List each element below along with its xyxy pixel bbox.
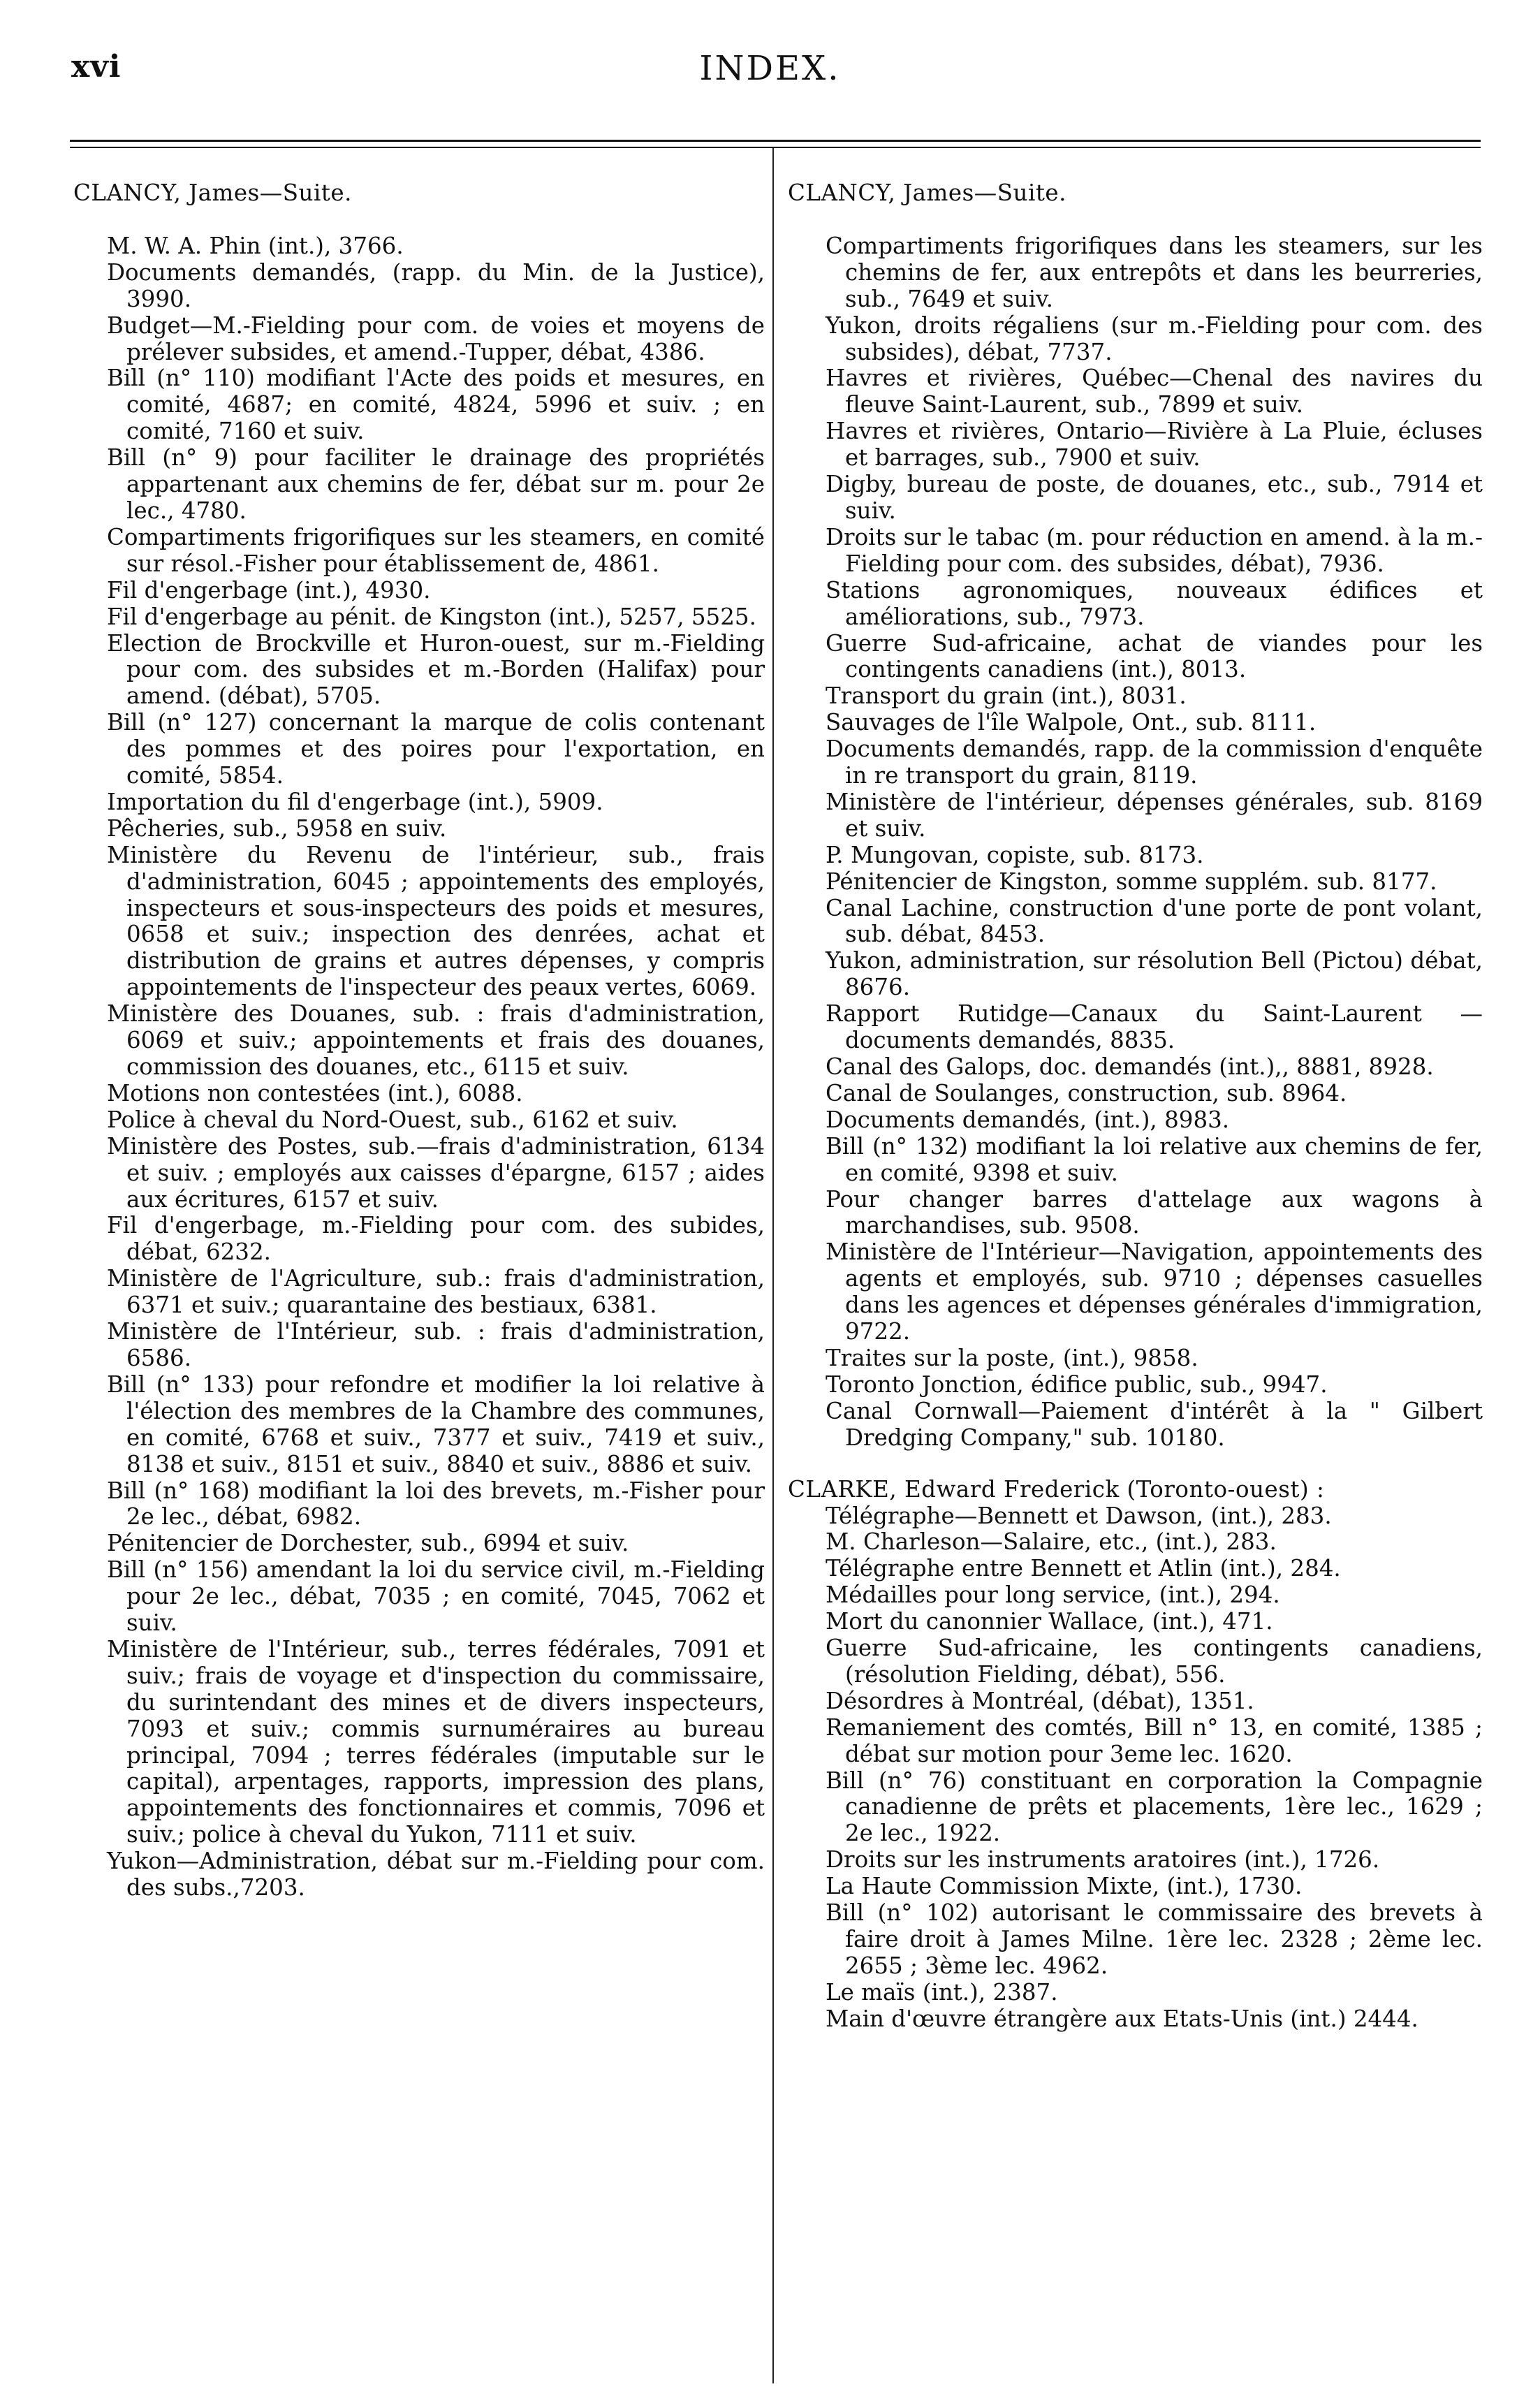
index-entry: Guerre Sud-africaine, achat de viandes pour les contingents canadiens (int.), 8013. <box>826 629 1483 683</box>
index-entry: Havres et rivières, Québec—Chenal des navires du fleuve Saint-Laurent, sub., 7899 et suiv. <box>826 365 1483 418</box>
index-entry: Digby, bureau de poste, de douanes, etc., sub., 7914 et suiv. <box>826 471 1483 524</box>
index-entry: Rapport Rutidge—Canaux du Saint-Laurent —documents demandés, 8835. <box>826 1000 1483 1054</box>
index-entry: Bill (n° 76) constituant en corporation la Compagnie canadienne de prêts et placements, 1ère lec., 1629 ; 2e lec., 1922. <box>826 1767 1483 1847</box>
index-entry: Remaniement des comtés, Bill n° 13, en comité, 1385 ; débat sur motion pour 3eme lec. 1620. <box>826 1714 1483 1767</box>
index-entry: Mort du canonnier Wallace, (int.), 471. <box>826 1608 1273 1635</box>
right-column <box>788 180 1483 2033</box>
index-entry: Bill (n° 133) pour refondre et modifier la loi relative à l'élection des membres de la Chambre des communes, en comité, 6768 et suiv., 7377 et suiv., 7419 et suiv., 8138 et suiv., 8151 et suiv., 8840 et suiv., 8886 et suiv. <box>107 1371 765 1477</box>
index-entry: Bill (n° 9) pour faciliter le drainage des propriétés appartenant aux chemins de fer, débat sur m. pour 2e lec., 4780. <box>107 444 765 524</box>
header-rule-top <box>70 140 1481 142</box>
index-entry: Documents demandés, (rapp. du Min. de la Justice), 3990. <box>107 258 765 312</box>
index-entry: Canal de Soulanges, construction, sub. 8964. <box>826 1079 1347 1106</box>
index-entry: Motions non contestées (int.), 6088. <box>107 1079 523 1106</box>
page-number: xvi <box>71 49 122 85</box>
name-heading: CLANCY, James—Suite. <box>788 180 1067 206</box>
index-entry: Pêcheries, sub., 5958 en suiv. <box>107 815 447 842</box>
index-entry: Ministère de l'intérieur, dépenses générales, sub. 8169 et suiv. <box>826 788 1483 842</box>
index-entry: Documents demandés, rapp. de la commission d'enquête in re transport du grain, 8119. <box>826 736 1483 789</box>
index-entry: Canal des Galops, doc. demandés (int.),, 8881, 8928. <box>826 1053 1434 1080</box>
column-divider <box>772 148 774 2383</box>
index-entry: Ministère de l'Intérieur, sub. : frais d'administration, 6586. <box>107 1318 765 1371</box>
index-entry: Documents demandés, (int.), 8983. <box>826 1106 1230 1133</box>
index-entry: Pénitencier de Dorchester, sub., 6994 et suiv. <box>107 1530 629 1557</box>
index-entry: Télégraphe entre Bennett et Atlin (int.), 284. <box>826 1555 1341 1582</box>
index-entry: Le maïs (int.), 2387. <box>826 1978 1058 2006</box>
index-entry: Fil d'engerbage au pénit. de Kingston (int.), 5257, 5525. <box>107 603 756 630</box>
index-entry: Canal Cornwall—Paiement d'intérêt à la " Gilbert Dredging Company," sub. 10180. <box>826 1397 1483 1451</box>
index-entry: Sauvages de l'île Walpole, Ont., sub. 8111. <box>826 709 1317 736</box>
index-entry: Ministère de l'Intérieur—Navigation, appointements des agents et employés, sub. 9710 ; dépenses casuelles dans les agences et dépenses générales d'immigration, 9722. <box>826 1239 1483 1345</box>
entry-list <box>73 233 765 1901</box>
index-entry: Pénitencier de Kingston, somme supplém. sub. 8177. <box>826 868 1437 895</box>
index-entry: Bill (n° 110) modifiant l'Acte des poids et mesures, en comité, 4687; en comité, 4824, 5996 et suiv. ; en comité, 7160 et suiv. <box>107 365 765 445</box>
index-entry: Ministère des Douanes, sub. : frais d'administration, 6069 et suiv.; appointements et frais des douanes, commission des douanes, etc., 6115 et suiv. <box>107 1000 765 1080</box>
index-entry: Canal Lachine, construction d'une porte de pont volant, sub. débat, 8453. <box>826 894 1483 948</box>
index-entry: Yukon, administration, sur résolution Bell (Pictou) débat, 8676. <box>826 947 1483 1001</box>
index-entry: Toronto Jonction, édifice public, sub., 9947. <box>826 1371 1328 1398</box>
index-entry: Droits sur le tabac (m. pour réduction en amend. à la m.-Fielding pour com. des subsides, débat), 7936. <box>826 523 1483 577</box>
index-entry: Compartiments frigorifiques dans les steamers, sur les chemins de fer, aux entrepôts et dans les beurreries, sub., 7649 et suiv. <box>826 232 1483 312</box>
index-entry: Ministère du Revenu de l'intérieur, sub., frais d'administration, 6045 ; appointements des employés, inspecteurs et sous-inspecteurs des poids et mesures, 0658 et suiv.; inspection des denrées, achat et distribution de grains et autres dépenses, y compris appointements de l'inspecteur des peaux vertes, 6069. <box>107 841 765 1001</box>
index-entry: Transport du grain (int.), 8031. <box>826 682 1187 710</box>
index-entry: Stations agronomiques, nouveaux édifices et améliorations, sub., 7973. <box>826 576 1483 630</box>
index-entry: M. Charleson—Salaire, etc., (int.), 283. <box>826 1528 1277 1556</box>
index-entry: Bill (n° 168) modifiant la loi des brevets, m.-Fisher pour 2e lec., débat, 6982. <box>107 1477 765 1531</box>
index-entry: Havres et rivières, Ontario—Rivière à La Pluie, écluses et barrages, sub., 7900 et suiv. <box>826 418 1483 472</box>
index-entry: Yukon—Administration, débat sur m.-Fielding pour com. des subs.,7203. <box>107 1848 765 1901</box>
index-entry: La Haute Commission Mixte, (int.), 1730. <box>826 1873 1303 1900</box>
name-heading: CLANCY, James—Suite. <box>73 180 353 206</box>
index-entry: Compartiments frigorifiques sur les steamers, en comité sur résol.-Fisher pour établissement de, 4861. <box>107 523 765 577</box>
index-entry: Droits sur les instruments aratoires (int.), 1726. <box>826 1846 1380 1874</box>
index-entry: Médailles pour long service, (int.), 294. <box>826 1582 1280 1609</box>
index-entry: Bill (n° 127) concernant la marque de colis contenant des pommes et des poires pour l'exportation, en comité, 5854. <box>107 709 765 789</box>
index-entry: Ministère de l'Intérieur, sub., terres fédérales, 7091 et suiv.; frais de voyage et d'inspection du commissaire, du surintendant des mines et de divers inspecteurs, 7093 et suiv.; commis surnuméraires au bureau principal, 7094 ; terres fédérales (imputable sur le capital), arpentages, rapports, impression des plans, appointements des fonctionnaires et commis, 7096 et suiv.; police à cheval du Yukon, 7111 et suiv. <box>107 1635 765 1848</box>
left-column <box>73 180 765 1901</box>
index-entry: Ministère des Postes, sub.—frais d'administration, 6134 et suiv. ; employés aux caisses d'épargne, 6157 ; aides aux écritures, 6157 et suiv. <box>107 1132 765 1213</box>
index-entry: Guerre Sud-africaine, les contingents canadiens, (résolution Fielding, débat), 556. <box>826 1635 1483 1688</box>
page-title: INDEX. <box>699 49 841 88</box>
page-header <box>0 49 1540 98</box>
index-entry: Yukon, droits régaliens (sur m.-Fielding pour com. des subsides), débat, 7737. <box>826 312 1483 365</box>
index-entry: Main d'œuvre étrangère aux Etats-Unis (int.) 2444. <box>826 2005 1418 2032</box>
index-entry: Budget—M.-Fielding pour com. de voies et moyens de prélever subsides, et amend.-Tupper, débat, 4386. <box>107 312 765 365</box>
index-entry: Télégraphe—Bennett et Dawson, (int.), 283. <box>826 1502 1332 1529</box>
index-entry: Fil d'engerbage, m.-Fielding pour com. des subides, débat, 6232. <box>107 1212 765 1266</box>
index-entry: Fil d'engerbage (int.), 4930. <box>107 576 431 604</box>
index-entry: Importation du fil d'engerbage (int.), 5909. <box>107 788 603 815</box>
entry-list <box>788 233 1483 1452</box>
header-rule-bottom <box>70 147 1481 148</box>
index-entry: Election de Brockville et Huron-ouest, sur m.-Fielding pour com. des subsides et m.-Borden (Halifax) pour amend. (débat), 5705. <box>107 629 765 710</box>
index-entry: Pour changer barres d'attelage aux wagons à marchandises, sub. 9508. <box>826 1185 1483 1239</box>
name-heading-clarke: CLARKE, Edward Frederick (Toronto-ouest) : <box>788 1475 1325 1503</box>
index-entry: Désordres à Montréal, (débat), 1351. <box>826 1687 1254 1714</box>
index-entry: M. W. A. Phin (int.), 3766. <box>107 232 404 259</box>
index-entry: Bill (n° 156) amendant la loi du service civil, m.-Fielding pour 2e lec., débat, 7035 ; en comité, 7045, 7062 et suiv. <box>107 1556 765 1637</box>
index-entry: Bill (n° 102) autorisant le commissaire des brevets à faire droit à James Milne. 1ère lec. 2328 ; 2ème lec. 2655 ; 3ème lec. 4962. <box>826 1899 1483 1979</box>
entry-list <box>788 1503 1483 2033</box>
index-entry: Ministère de l'Agriculture, sub.: frais d'administration, 6371 et suiv.; quarantaine des bestiaux, 6381. <box>107 1265 765 1319</box>
section-gap <box>788 1452 1483 1477</box>
index-entry: Police à cheval du Nord-Ouest, sub., 6162 et suiv. <box>107 1106 678 1133</box>
index-entry: Traites sur la poste, (int.), 9858. <box>826 1344 1198 1371</box>
index-entry: Bill (n° 132) modifiant la loi relative aux chemins de fer, en comité, 9398 et suiv. <box>826 1132 1483 1186</box>
index-entry: P. Mungovan, copiste, sub. 8173. <box>826 841 1204 868</box>
